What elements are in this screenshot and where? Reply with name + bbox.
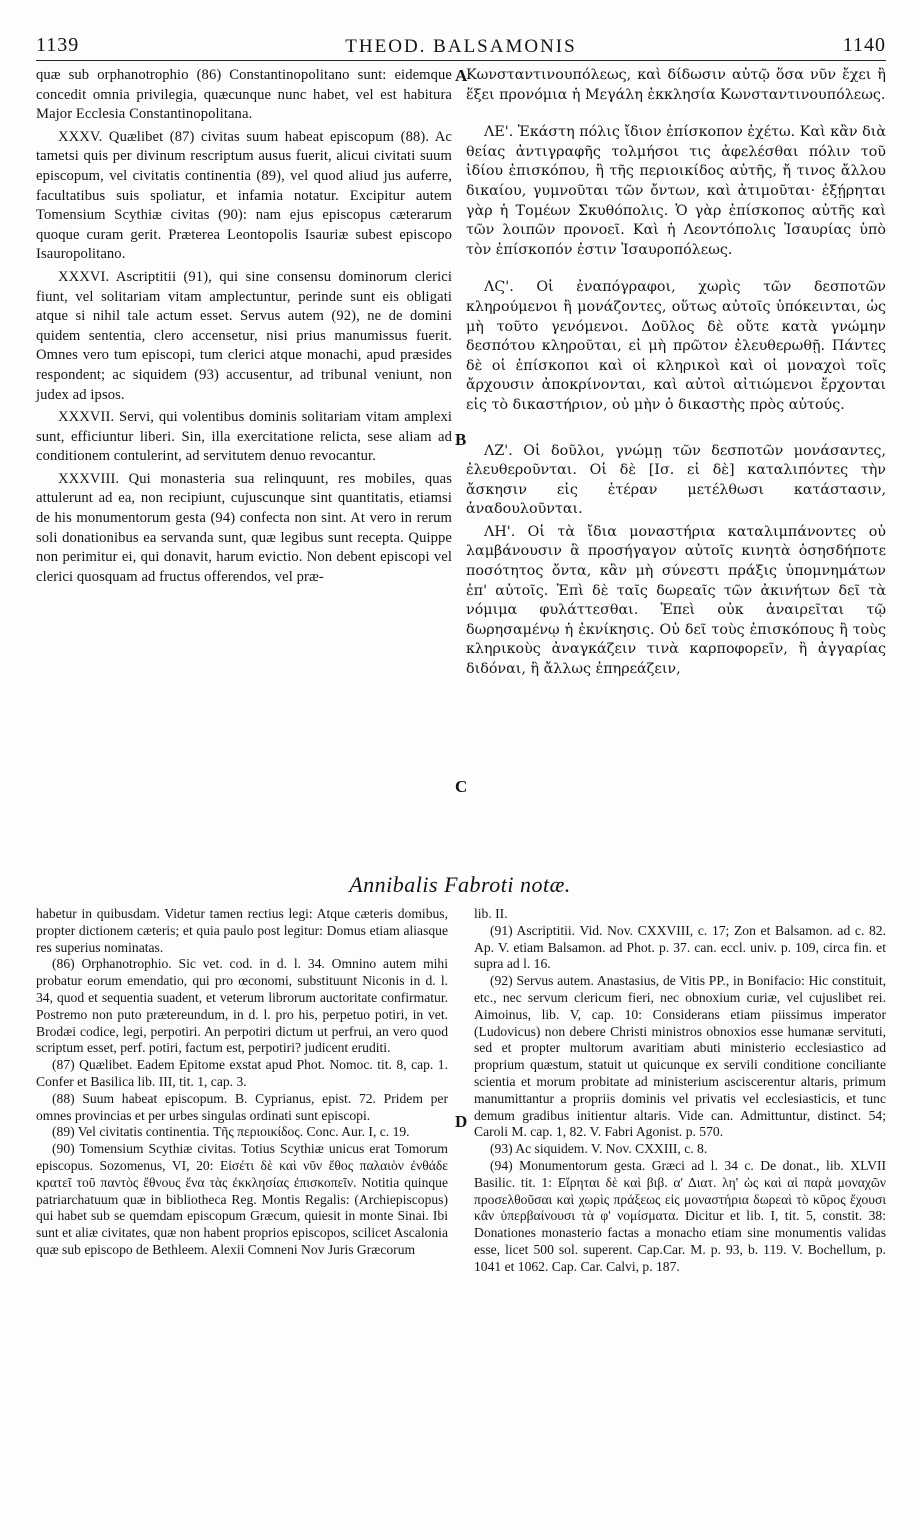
latin-column (36, 66, 452, 587)
note-continuation: habetur in quibusdam. Videtur tamen rectius legi: Atque cæteris domibus, propter dictionem cæteris; et quia paulo post legitur: Domus etiam aliasque res superius nominatas. (36, 906, 448, 955)
greek-section-38: ΛΗ'. Οἱ τὰ ἴδια μοναστήρια καταλιμπάνοντες οὐ λαμβάνουσιν ἃ προσήγαγον αὐτοῖς κινητὰ ὁσησδήποτε ποσότητος ὄντα, κἂν μὴ σύνεστι πράξις ὑπομνημάτων ἐπ' αὐτοῖς. Ἐπὶ δὲ ταῖς δωρεαῖς τῶν ἀκινήτων δεῖ τὰ νόμιμα φυλάττεσθαι. Ἐπεὶ οὐκ ἀναιρεῖται τῷ δωρησαμένῳ ἡ ἐκνίκησις. Οὐ δεῖ τοὺς ἐπισκόπους ἢ τοὺς κληρικοὺς ἀναγκάζειν τινὰ καρποφορεῖν, ἢ ἀγγαρίας διδόναι, ἢ ἄλλως ἐπηρεάζειν, (466, 523, 886, 678)
greek-paragraph-intro: Κωνσταντινουπόλεως, καὶ δίδωσιν αὐτῷ ὅσα νῦν ἔχει ἢ ἕξει προνόμια ἡ Μεγάλη ἐκκλησία Κωνσταντινουπόλεως. (466, 67, 886, 103)
note-91: (91) Ascriptitii. Vid. Nov. CXXVIII, c. 17; Zon et Balsamon. ad c. 82. Ap. V. etiam Balsamon. ad Phot. p. 37. can. eccl. univ. p. 109, circa fin. et supra ad l. 16. (474, 922, 886, 972)
latin-section-38: XXXVIII. Qui monasteria sua relinquunt, res mobiles, quas attulerunt ad ea, non recipiunt, cujuscunque sint quantitatis, etiamsi de his monumentorum gesta (94) confecta non sint. At vero in rerum soli donationibus ea servanda sunt, quæ legibus sunt recepta. Quippe non perimitur ei, qui donavit, harum evictio. Non debent episcopi vel clerici quosquam ad fructus offerendos, vel præ- (36, 470, 452, 585)
notes-column-left (36, 906, 448, 1259)
margin-letter-a: A (455, 66, 468, 85)
greek-section-36: ΛϚ'. Οἱ ἐναπόγραφοι, χωρὶς τῶν δεσποτῶν κληρούμενοι ἢ μονάζοντες, οὕτως αὐτοῖς ὑπόκεινται, ὡς μὴ τοῦτο γενόμενοι. Δοῦλος δὲ οὔτε κατὰ γνώμην δεσπότου κληροῦται, εἰ μὴ πρῶτον ἐλευθερωθῇ. Πάντες δὲ οἱ ἐπίσκοποι καὶ οἱ κληρικοὶ καὶ οἱ μοναχοὶ τοῖς ἄρχουσιν ἀποκρίνονται, καὶ αὐτοὶ αἰτιώμενοι ἔρχονται εἰς τὸ δικαστήριον, οὐ μὴν ὁ δικαστὴς πρὸς αὐτούς. (466, 279, 886, 413)
margin-letter-d: D (455, 1112, 468, 1131)
note-94: (94) Monumentorum gesta. Græci ad l. 34 c. De donat., lib. XLVII Basilic. tit. 1: Εἴρηται δὲ καὶ βιβ. α' Διατ. λη' ὡς καὶ αἱ παρὰ μοναχῶν προσελθοῦσαι καὶ χωρὶς πράξεως εἰς μοναστήρια δωρεαὶ τὸ κῦρος ἔχουσι κἂν ὑπερβαίνουσι τὰ φ' νομίσματα. Dicitur et lib. I, tit. 5, constit. 38: Donationes monasterio factas a monacho etiam sine monumentis validas esse, licet 500 sol. superent. Cap.Car. M. p. 93, b. 119. V. Bochellum, p. 1041 et 1062. Cap. Car. Calvi, p. 187. (474, 1157, 886, 1274)
note-93: (93) Ac siquidem. V. Nov. CXXIII, c. 8. (490, 1141, 708, 1157)
page-number-left: 1139 (36, 34, 80, 56)
page-number-right: 1140 (842, 34, 886, 56)
notes-heading: Annibalis Fabroti notæ. (349, 872, 571, 897)
note-87: (87) Quælibet. Eadem Epitome exstat apud Phot. Nomoc. tit. 8, cap. 1. Confer et Basilica lib. III, tit. 1, cap. 3. (36, 1057, 448, 1089)
note-92: (92) Servus autem. Anastasius, de Vitis PP., in Bonifacio: Hic constituit, etc., nec servum clericum fieri, nec obnoxium curiæ, vel cujuslibet rei. Aimoinus, lib. V, cap. 10: Considerans etiam piissimus imperator (Ludovicus) non debere Christi ministros obnoxios esse humanæ servituti, sed et propter multorum avaritiam abuti ministerio ecclesiastico ad proprium quæstum, statuit ut quicunque ex servili conditione conciliante scientia et morum probitate ad ministerium asciscerentur altaris, primum manumittantur a propriis dominis vel privatis vel ecclesiasticis, et tunc demum gradibus initientur altaris. Vide can. Admittuntur, distinct. 54; Caroli M. cap. 1, 82. V. Fabri Agonist. p. 570. (474, 973, 886, 1140)
running-title: THEOD. BALSAMONIS (345, 36, 577, 57)
greek-section-37: ΛΖ'. Οἱ δοῦλοι, γνώμῃ τῶν δεσποτῶν μονάσαντες, ἐλευθεροῦνται. Οἱ δὲ [Ισ. εἰ δὲ] καταλιπόντες τὴν ἄσκησιν εἰς ἑτέραν μετέλθωσι κατάστασιν, ἀναδουλοῦνται. (466, 442, 886, 518)
margin-letter-b: B (455, 430, 467, 449)
greek-section-35: ΛΕ'. Ἑκάστη πόλις ἴδιον ἐπίσκοπον ἐχέτω. Καὶ κἂν διὰ θείας ἀντιγραφῆς τολμήσοι τις ἀφελέσθαι πόλιν τοῦ ἰδίου ἐπισκόπου, ἢ τῆς περιοικίδος αὐτῆς, ἤ τινος ἄλλου δικαίου, γυμνοῦται τῶν ὄντων, καὶ ἀτιμοῦται· ἐξῄρηται γὰρ ἡ Τομέων Σκυθόπολις. Ὁ γὰρ ἐπίσκοπος αὐτῆς καὶ τῶν λοιπῶν προνοεῖ. Καὶ ἡ Λεοντόπολις Ἰσαυρίας ὑπὸ τὸν ἐπίσκοπόν ἐστιν Ἰσαυροπόλεως. (466, 124, 886, 258)
note-90: (90) Tomensium Scythiæ civitas. Totius Scythiæ unicus erat Tomorum episcopus. Sozomenus, VI, 20: Εἰσέτι δὲ καὶ νῦν ἔθος παλαιὸν ἐνθάδε κρατεῖ τοῦ παντὸς ἔθνους ἕνα τὰς ἐκκλησίας ἐπισκοπεῖν. Notitia quinque patriarchatuum quæ in bibliotheca Reg. Montis Regalis: (Archiepiscopus) qui habet sub se quemdam episcopum Græcum, quiesit in monte Sinai. Ibi sunt et aliæ civitates, quæ non habent proprios episcopos, scilicet Ascalonia quæ sub episcopo de Bethleem. Alexii Comneni Nov Juris Græcorum (36, 1141, 448, 1257)
greek-column (466, 66, 886, 680)
latin-section-37: XXXVII. Servi, qui volentibus dominis solitariam vitam amplexi sunt, efficiuntur liberi. Sin, illa exercitatione relicta, sese aliam ad conditionem contulerint, ad servitutem denuo revocantur. (36, 409, 452, 465)
latin-paragraph-intro: quæ sub orphanotrophio (86) Constantinopolitano sunt: eidemque concedit omnia privilegia, quæcunque nunc habet, vel est habitura Major Ecclesia Constantinopolitana. (36, 67, 452, 123)
margin-letter-c: C (455, 777, 468, 796)
note-88: (88) Suum habeat episcopum. B. Cyprianus, epist. 72. Pridem per omnes provincias et per urbes singulas ordinati sunt episcopi. (36, 1090, 448, 1123)
note-continuation-right: lib. II. (474, 906, 508, 921)
notes-column-right (474, 906, 886, 1276)
latin-section-35: XXXV. Quælibet (87) civitas suum habeat episcopum (88). Ac tametsi quis per divinum rescriptum ausus fuerit, alicui civitati suum episcopum, vel civitatis continentia (89), vel quod aliud jus auferre, facultatibus suis spoliatur, et infamia notatur. Excipitur autem Tomensium Scythiæ civitas (90): nam ejus episcopus cæterarum quoque curam gerit. Præterea Leontopolis Isauriæ subest episcopo Isauropolitano. (36, 128, 452, 263)
note-89: (89) Vel civitatis continentia. Τῆς περιοικίδος. Conc. Aur. I, c. 19. (52, 1124, 410, 1140)
page-header (36, 34, 886, 61)
note-86: (86) Orphanotrophio. Sic vet. cod. in d. l. 34. Omnino autem mihi probatur eorum emendatio, qui pro œconomi, substituunt Niconis in d. l. 34, quod et sequentia suadent, et veterum librorum auctoritate confirmatur. Postremo non puto prætereundum, in d. l. pro his, perpetuo potiri, in vet. Brodæi codice, legi, perpotiri. An perpotiri dictum ut perfrui, an vero quod scriptum esset, perf. potiri, factum est, perpotiri? judicent eruditi. (36, 956, 448, 1056)
latin-section-36: XXXVI. Ascriptitii (91), qui sine consensu dominorum clerici fiunt, vel solitariam vitam amplectuntur, perinde sunt eis obligati atque si nihil tale actum esset. Servus autem (92), ne de domini quidem sententia, clero accensetur, nisi prius manumissus fuerit. Omnes vero tum episcopi, tum clerici atque monachi, apud præsides respondent; ac siquidem (93) accusentur, ad tribunal veniunt, non judex ad ipsos. (36, 268, 452, 403)
